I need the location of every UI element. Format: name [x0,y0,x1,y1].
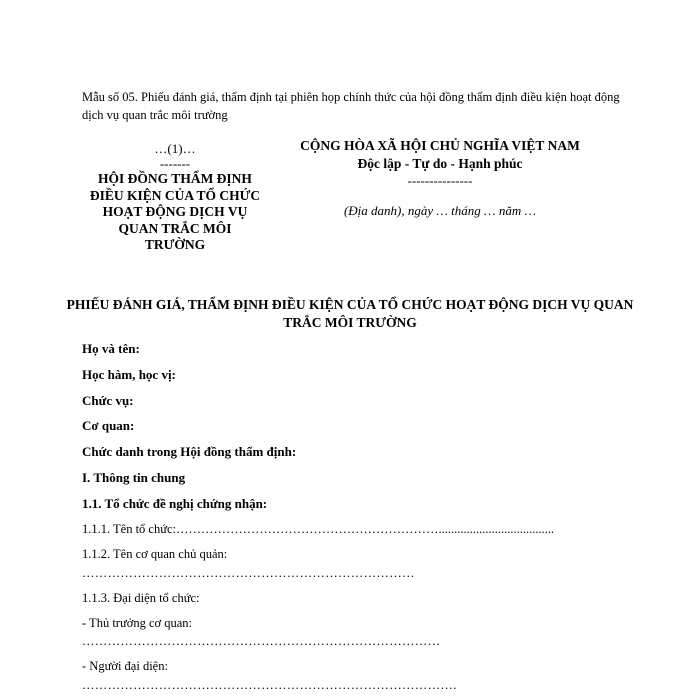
field-position: Chức vụ: [82,393,134,408]
section-general-info-heading: I. Thông tin chung [82,470,186,485]
council-name-line: HỘI ĐỒNG THẨM ĐỊNH [98,171,252,186]
item-governing-agency: 1.1.2. Tên cơ quan chủ quản: [82,547,228,561]
item-org-name: 1.1.1. Tên tổ chức:………………………………………………………..................................... [82,522,555,536]
form-title: PHIẾU ĐÁNH GIÁ, THẨM ĐỊNH ĐIỀU KIỆN CỦA TỔ CHỨC HOẠT ĐỘNG DỊCH VỤ QUAN TRẮC MÔI TRƯỜNG [66,297,634,330]
head-of-agency-label: - Thủ trưởng cơ quan: [82,616,193,630]
council-name-line: QUAN TRẮC MÔI [118,220,232,236]
council-name-line: TRƯỜNG [144,237,206,252]
right-header [270,137,610,219]
right-divider: --------------- [407,173,473,188]
subsection-requesting-org-heading: 1.1. Tổ chức đề nghị chứng nhận: [82,496,268,511]
governing-agency-blank: …………………………………………………………………… [82,566,415,580]
form-intro: Mẫu số 05. Phiếu đánh giá, thẩm định tại phiên họp chính thức của hội đồng thẩm định điều kiện hoạt động dịch vụ quan trắc môi trường [82,90,620,122]
representative-blank: ……………………………………………………………………………. [82,678,457,692]
representative-label: - Người đại diện: [82,659,168,673]
field-council-role: Chức danh trong Hội đồng thẩm định: [82,444,297,459]
national-motto: Độc lập - Tự do - Hạnh phúc [357,156,523,171]
field-name: Họ và tên: [82,341,140,356]
head-of-agency-blank: ………………………………………………………………………… [82,634,441,648]
country-name: CỘNG HÒA XÃ HỘI CHỦ NGHĨA VIỆT NAM [300,138,580,153]
field-agency: Cơ quan: [82,418,135,433]
left-divider: ------- [159,156,191,171]
left-header [80,141,270,254]
council-name-line: HOẠT ĐỘNG DỊCH VỤ [102,204,248,219]
council-name-line: ĐIỀU KIỆN CỦA TỔ CHỨC [89,187,261,203]
item-org-representative: 1.1.3. Đại diện tổ chức: [82,591,200,605]
place-date-line: (Địa danh), ngày … tháng … năm … [343,203,537,218]
reference-number: …(1)… [154,141,196,156]
field-academic-title: Học hàm, học vị: [82,367,176,382]
